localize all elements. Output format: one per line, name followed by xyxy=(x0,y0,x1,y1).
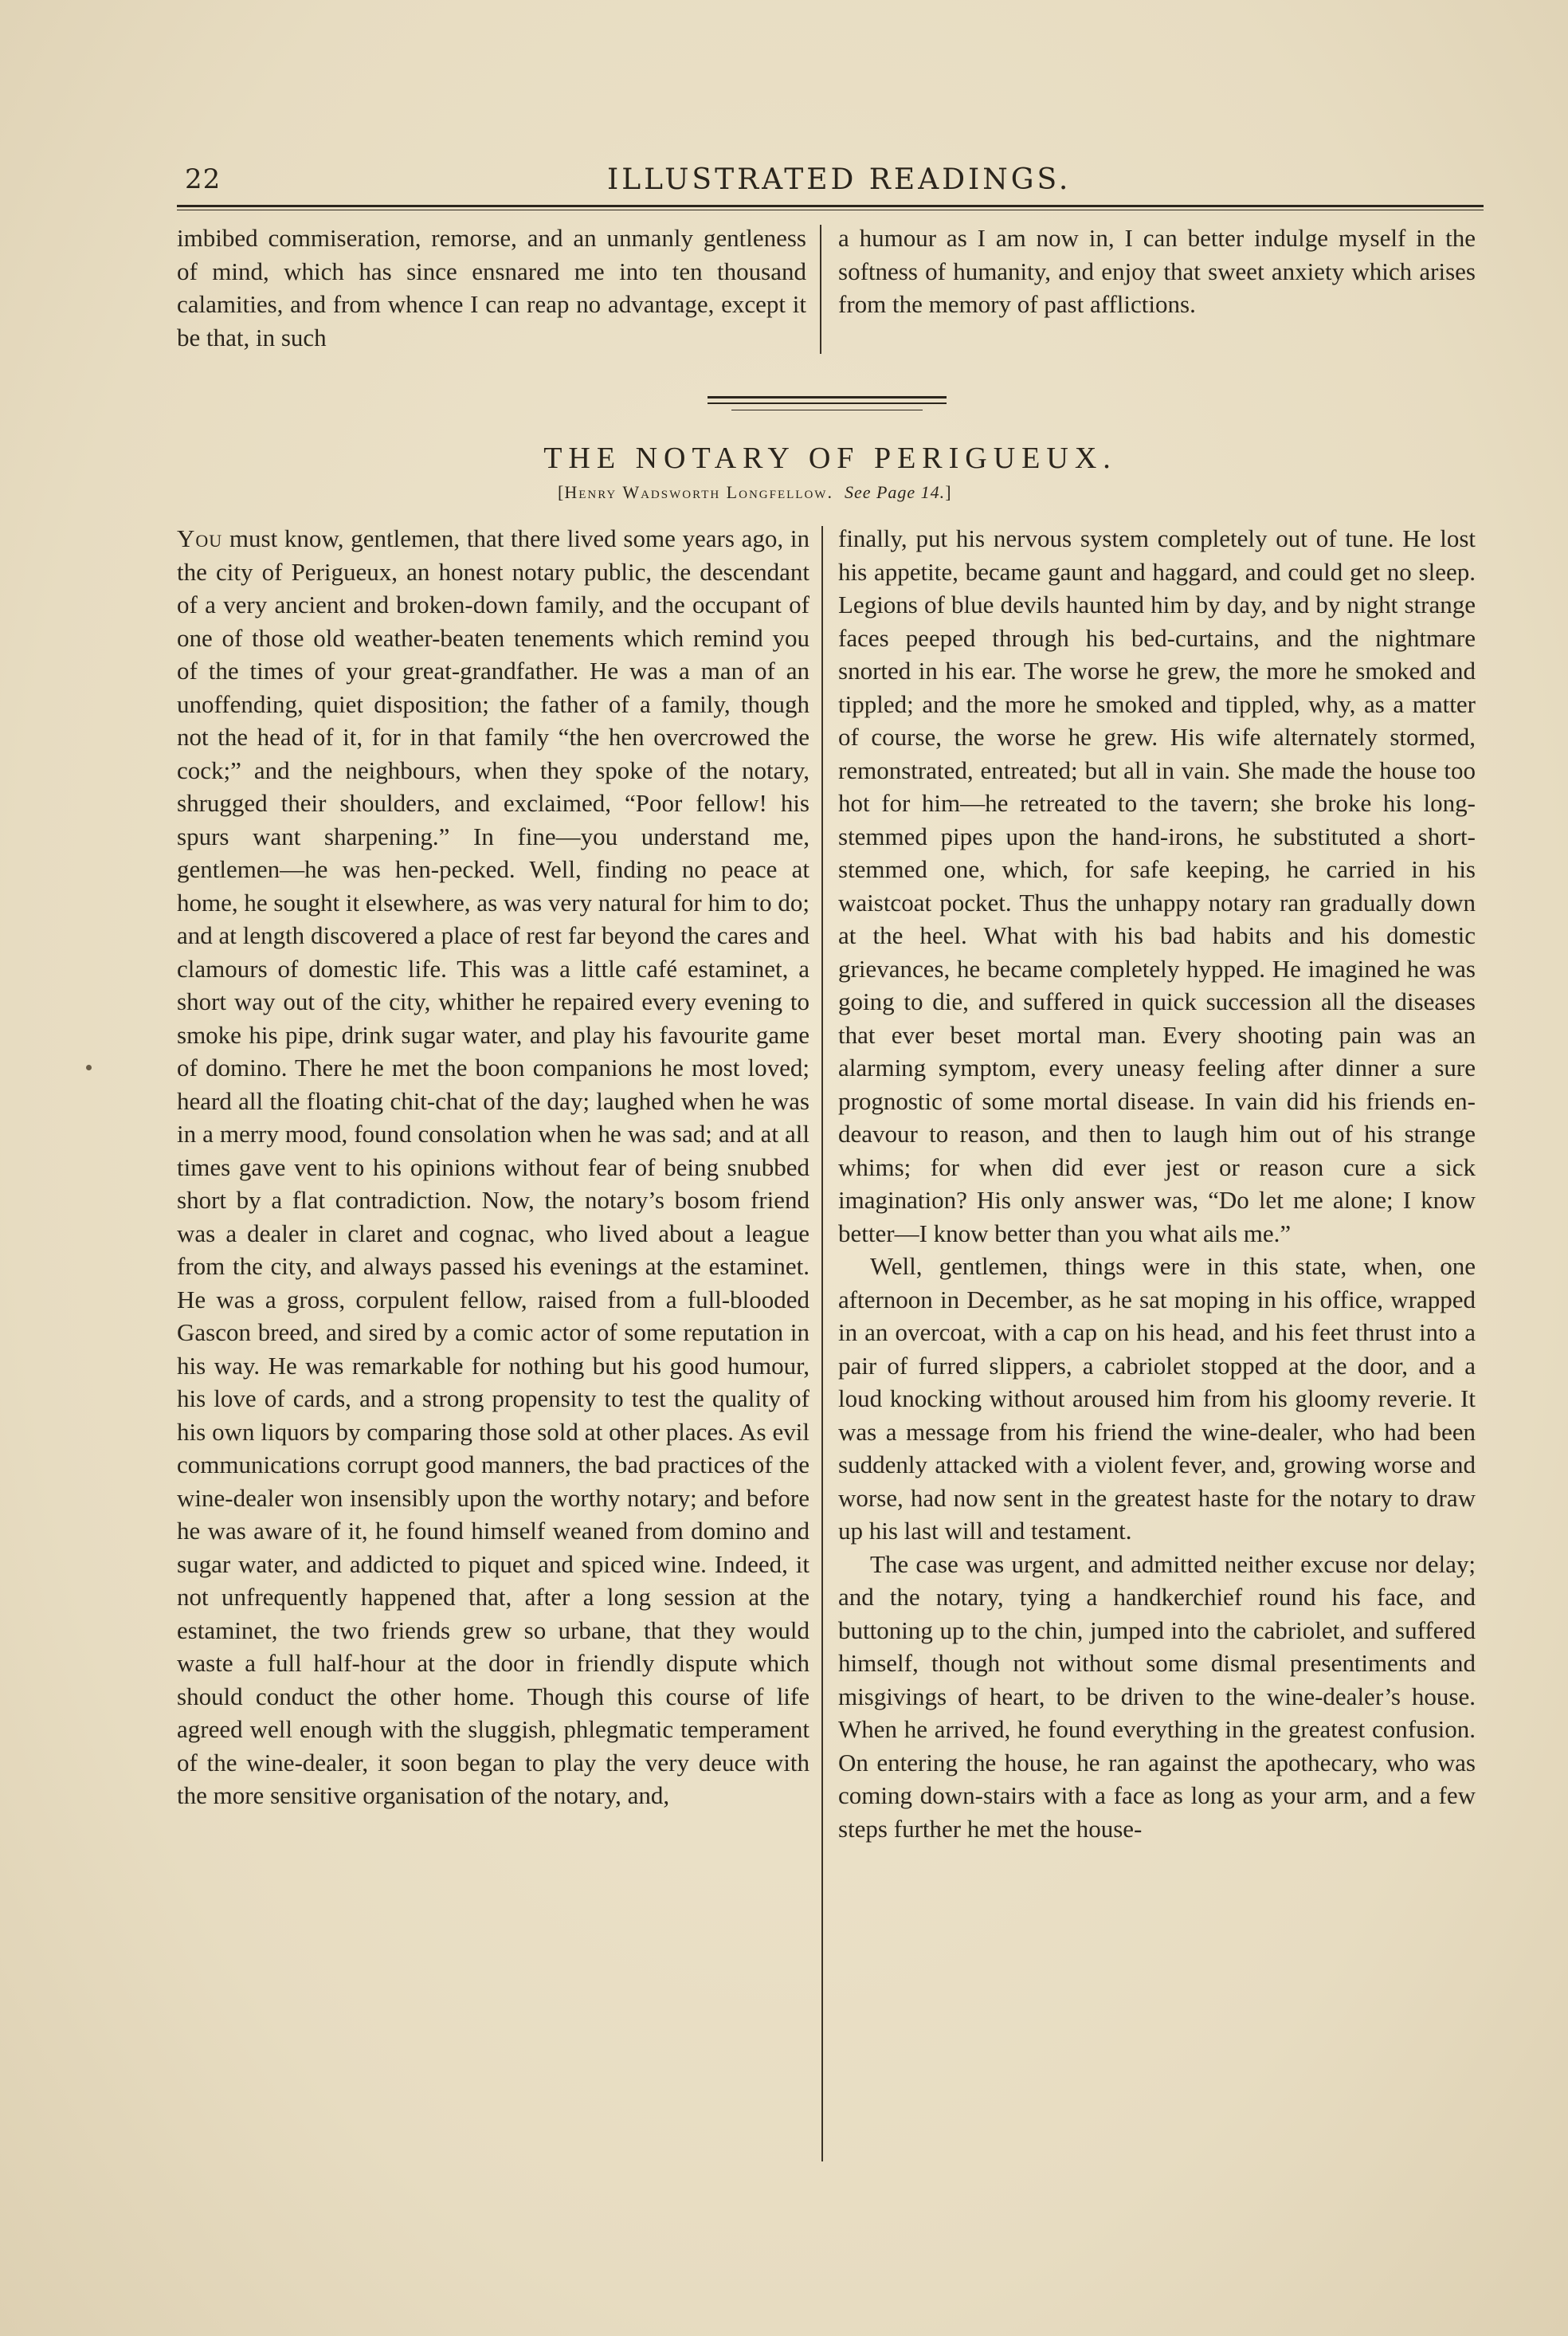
section-separator-rule xyxy=(708,402,947,404)
section-separator-rule xyxy=(708,396,947,398)
preceding-text-left-column xyxy=(177,222,806,354)
article-right-column xyxy=(838,522,1476,1845)
article-left-column xyxy=(177,522,809,1812)
preceding-text-right-column xyxy=(838,222,1476,321)
article-byline: [Henry Wadsworth Longfellow. See Page 14.] xyxy=(558,482,952,502)
column-divider-top xyxy=(820,225,821,354)
article-paragraph: The case was urgent, and admitted neither excuse nor delay; and the notary, tying a handkerchief round his face, and buttoning up to the chin, jumped into the cabriolet, and suffered himself, though not without some dismal presentiments and misgivings of heart, to be driven to the wine-dealer’s house. When he arrived, he found everything in the greatest confusion. On entering the house, he ran against the apothecary, who was coming down-stairs with a face as long as your arm, and a few steps further he met the house- xyxy=(838,1549,1476,1843)
column-divider-body xyxy=(821,526,823,2161)
article-paragraph: finally, put his nervous system completely out of tune. He lost his appetite, became gaunt and haggard, and could get no sleep. Legions of blue devils haunted him by day, and by night strange faces peeped through his bed-curtains, and the nightmare snorted in his ear. The worse he grew, the more he smoked and tippled; and the more he smoked and tippled, why, as a matter of course, the worse he grew. His wife alternately stormed, remonstrated, entreated; but all in vain. She made the house too hot for him—he retreated to the tavern; she broke his long-stemmed pipes upon the hand-irons, he substituted a short-stemmed one, which, for safe keeping, he carried in his waistcoat pocket. Thus the unhappy notary ran gradually down at the heel. What with his bad habits and his domestic grievances, he became completely hypped. He imagined he was going to die, and suffered in quick succession all the diseases that ever beset mortal man. Every shooting pain was an alarming symptom, every uneasy feeling after dinner a sure prognostic of some mortal disease. In vain did his friends endeavour to reason, and then to laugh him out of his strange whims; for when did ever jest or reason cure a sick imagination? His only answer was, “Do let me alone; I know better—I know better than you what ails me.” xyxy=(838,524,1476,1247)
margin-mark xyxy=(86,1065,92,1070)
article-title: THE NOTARY OF PERIGUEUX. xyxy=(543,442,1117,475)
article-paragraph xyxy=(177,522,809,1812)
byline-page-reference: See Page 14. xyxy=(844,482,946,502)
journal-title: ILLUSTRATED READINGS. xyxy=(607,163,1072,196)
running-head xyxy=(177,163,1484,203)
article-paragraph: Well, gentlemen, things were in this state, when, one afternoon in December, as he sat moping in his office, wrapped in an overcoat, with a cap on his head, and his feet thrust into a pair of furred slippers, a cabriolet stopped at the door, and a loud knocking without aroused him from his gloomy reverie. It was a message from his friend the wine-dealer, who had been suddenly attacked with a violent fever, and, growing worse and worse, had now sent in the greatest haste for the notary to draw up his last will and testament. xyxy=(838,1252,1476,1545)
left-column-text: must know, gentlemen, that there lived some years ago, in the city of Perigueux, an honest notary public, the descendant of a very ancient and broken-down family, and the occupant of one of those old weather-beaten tenements which remind you of the times of your great-grandfather. He was a man of an unoffending, quiet disposition; the father of a family, though not the head of it, for in that family “the hen overcrowed the cock;” and the neighbours, when they spoke of the notary, shrugged their shoulders, and exclaimed, “Poor fellow! his spurs want sharpening.” In fine—you understand me, gentlemen—he was hen-pecked. Well, finding no peace at home, he sought it elsewhere, as was very natural for him to do; and at length discovered a place of rest far beyond the cares and clamours of domestic life. This was a little café estaminet, a short way out of the city, whither he repaired every evening to smoke his pipe, drink sugar water, and play his favourite game of domino. There he met the boon companions he most loved; heard all the floating chit-chat of the day; laughed when he was in a merry mood, found consolation when he was sad; and at all times gave vent to his opinions without fear of being snubbed short by a flat contradiction. Now, the notary’s bosom friend was a dealer in claret and cognac, who lived about a league from the city, and always passed his evenings at the estaminet. He was a gross, corpulent fellow, raised from a full-blooded Gascon breed, and sired by a comic actor of some reputation in his way. He was remarkable for nothing but his good humour, his love of cards, and a strong propensity to test the quality of his own liquors by comparing those sold at other places. As evil communications corrupt good manners, the bad practices of the wine-dealer won insensibly upon the worthy notary; and before he was aware of it, he found himself weaned from domino and sugar water, and addicted to piquet and spiced wine. Indeed, it not unfrequently happened that, after a long session at the estaminet, the two friends grew so urbane, that they would waste a full half-hour at the door in friendly dispute which should conduct the other home. Though this course of life agreed well enough with the sluggish, phlegmatic temperament of the wine-dealer, it soon began to play the very deuce with the more sensitive organisation of the notary, and, xyxy=(177,524,809,1809)
page-number: 22 xyxy=(185,163,221,195)
byline-author: Henry Wadsworth Longfellow. xyxy=(564,482,833,502)
preceding-paragraph-right: a humour as I am now in, I can better indulge myself in the softness of humanity, and enjoy that sweet anxiety which arises from the memory of past afflictions. xyxy=(838,224,1476,319)
header-rule xyxy=(177,205,1484,207)
preceding-paragraph-left: imbibed commiseration, remorse, and an unmanly gentleness of mind, which has since ensnared me into ten thousand calamities, and from whence I can reap no advantage, except it be that, in such xyxy=(177,224,806,351)
opening-word: You xyxy=(177,524,223,552)
